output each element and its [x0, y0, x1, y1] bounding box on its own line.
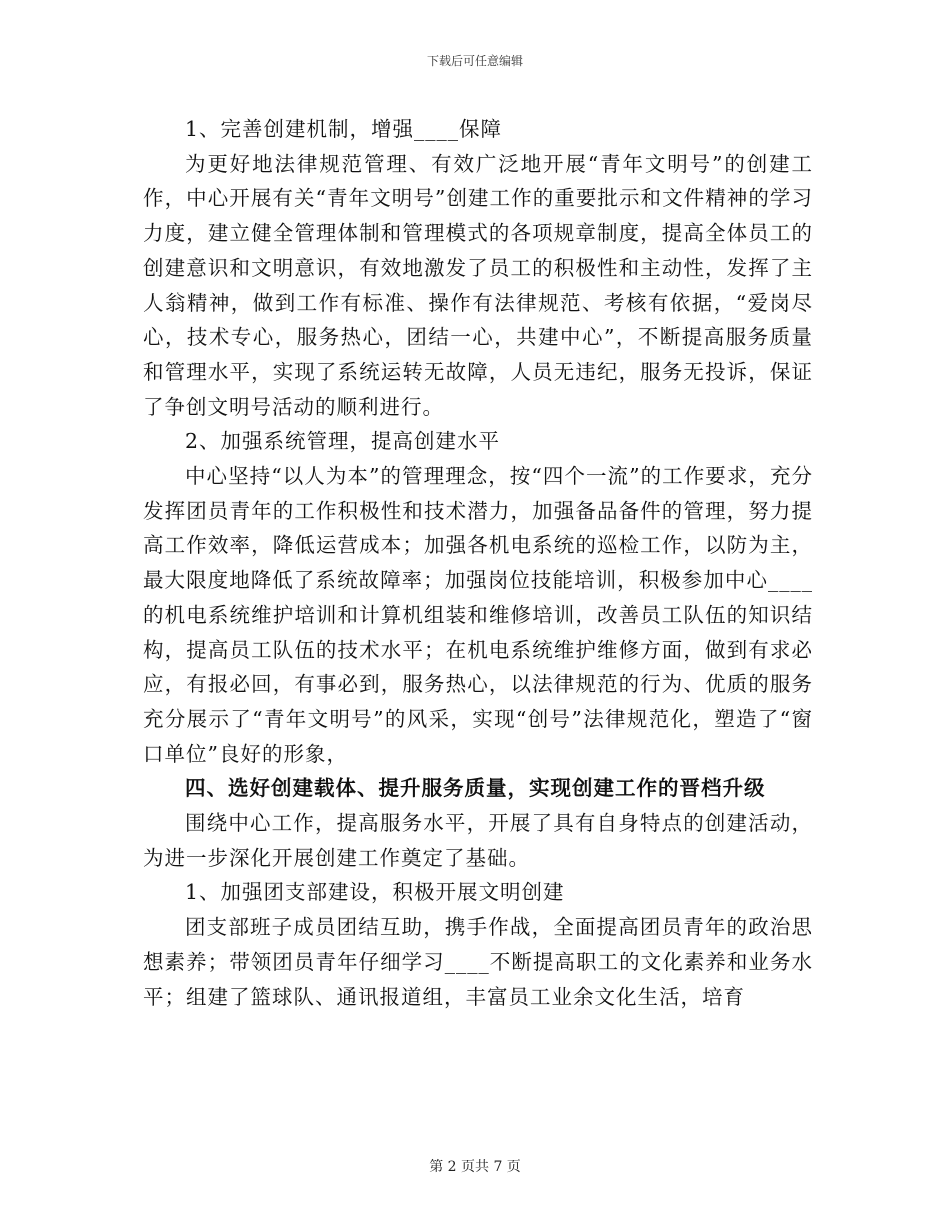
- section-heading-2: 2、加强系统管理，提高创建水平: [185, 429, 501, 454]
- paragraph-3: 围绕中心工作，提高服务水平，开展了具有自身特点的创建活动，为进一步深化开展创建工作奠定了基础。: [143, 811, 813, 870]
- section-heading-3: 1、加强团支部建设，积极开展文明创建: [185, 880, 565, 905]
- section-heading-1: 1、完善创建机制，增强____保障: [185, 117, 503, 141]
- paragraph-1: 为更好地法律规范管理、有效广泛地开展“青年文明号”的创建工作，中心开展有关“青年文明号”创建工作的重要批示和文件精神的学习力度，建立健全管理体制和管理模式的各项规章制度，提高全体员工的创建意识和文明意识，有效地激发了员工的积极性和主动性，发挥了主人翁精神，做到工作有标准、操作有法律规范、考核有依据，“爱岗尽心，技术专心，服务热心，团结一心，共建中心”，不断提高服务质量和管理水平，实现了系统运转无故障，人员无违纪，服务无投诉，保证了争创文明号活动的顺利进行。: [143, 151, 813, 419]
- paragraph-4: 团支部班子成员团结互助，携手作战，全面提高团员青年的政治思想素养；带领团员青年仔细学习____不断提高职工的文化素养和业务水平；组建了篮球队、通讯报道组，丰富员工业余文化生活，培育: [143, 915, 813, 1009]
- paragraph-2: 中心坚持“以人为本”的管理理念，按“四个一流”的工作要求，充分发挥团员青年的工作积极性和技术潜力，加强备品备件的管理，努力提高工作效率，降低运营成本；加强各机电系统的巡检工作，以防为主，最大限度地降低了系统故障率；加强岗位技能培训，积极参加中心____的机电系统维护培训和计算机组装和维修培训，改善员工队伍的知识结构，提高员工队伍的技术水平；在机电系统维护维修方面，做到有求必应，有报必回，有事必到，服务热心，以法律规范的行为、优质的服务充分展示了“青年文明号”的风采，实现“创号”法律规范化，塑造了“窗口单位”良好的形象，: [143, 464, 813, 766]
- document-body: [143, 112, 813, 1014]
- chapter-heading-4: 四、选好创建载体、提升服务质量，实现创建工作的晋档升级: [185, 776, 766, 801]
- page-footer: 第 2 页共 7 页: [429, 1159, 521, 1175]
- page-header: 下载后可任意编辑: [426, 54, 523, 68]
